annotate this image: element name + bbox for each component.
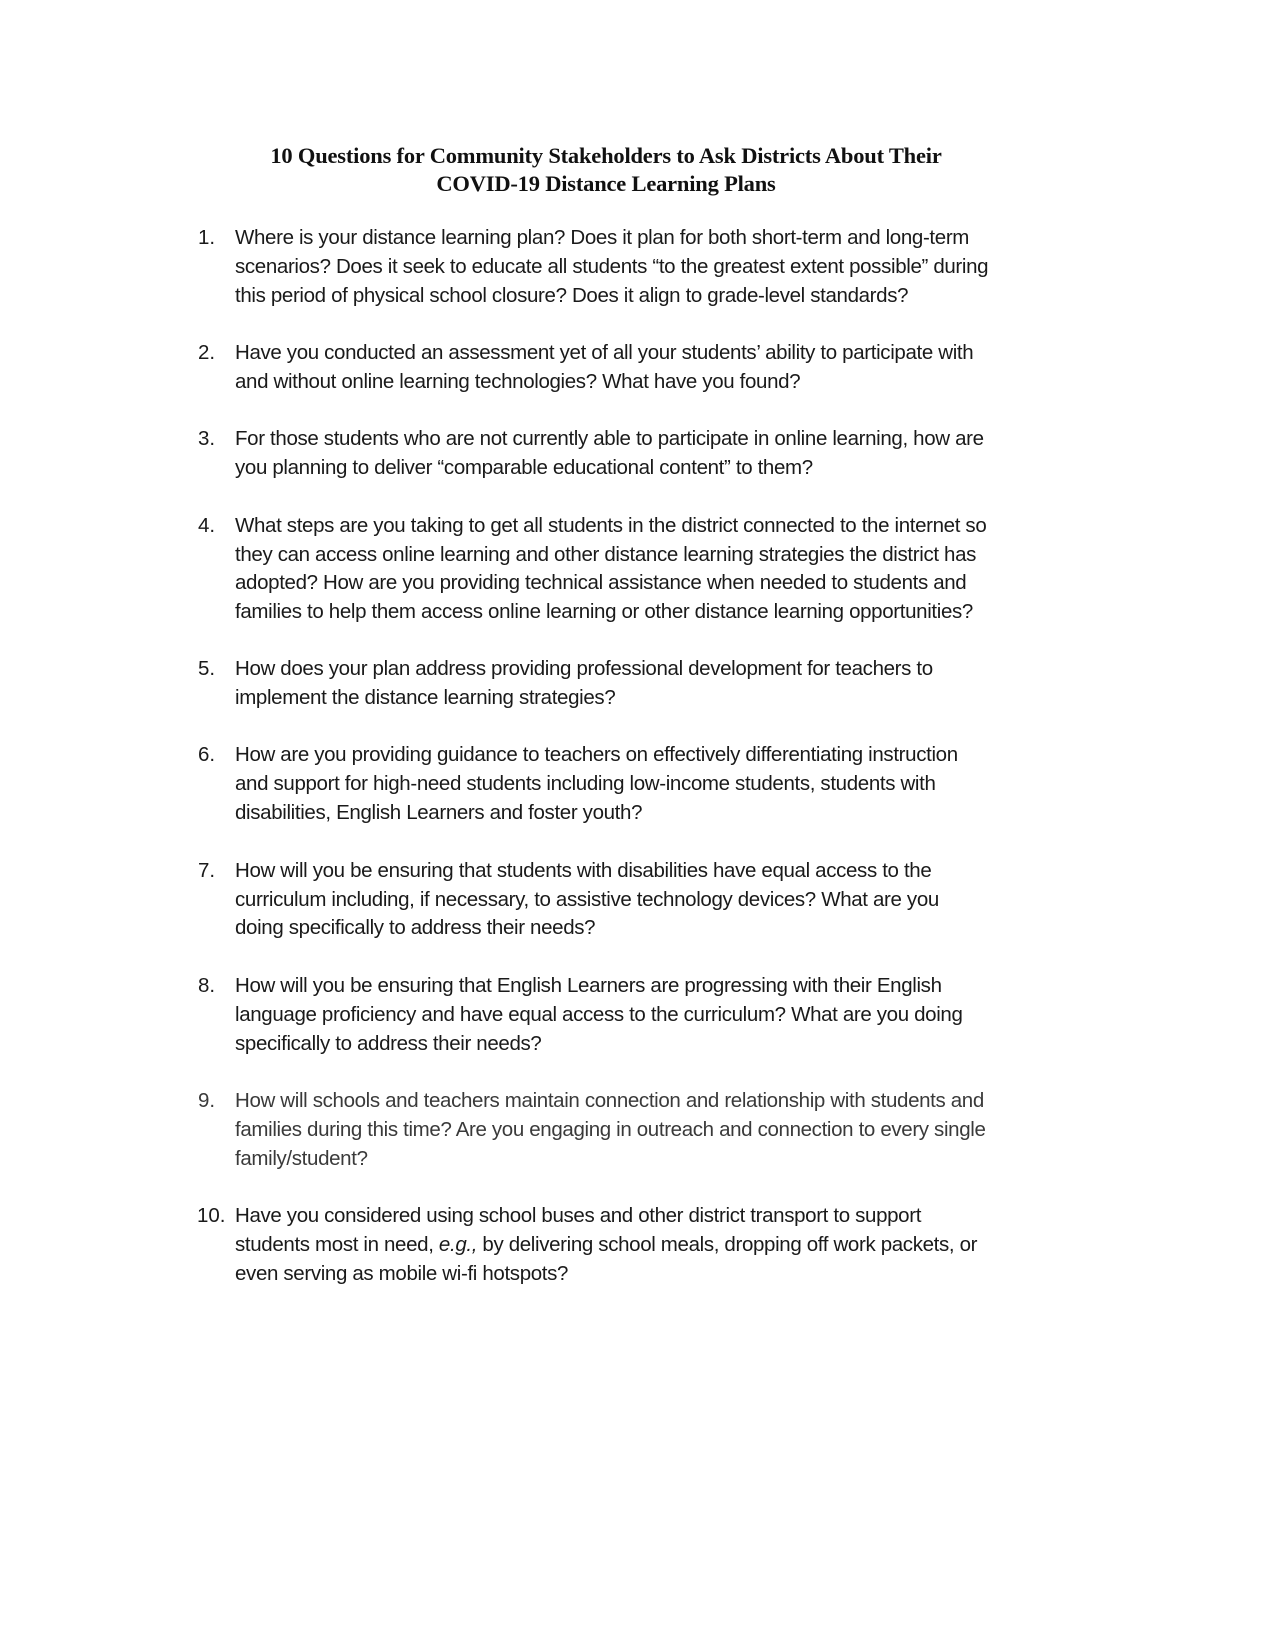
question-text-line: you planning to deliver “comparable educational content” to them? [235,456,813,479]
question-text-line: even serving as mobile wi-fi hotspots? [235,1262,569,1285]
question-number: 1. [198,226,216,249]
question-text-line: adopted? How are you providing technical assistance when needed to students and [235,571,967,594]
question-number: 7. [198,859,216,882]
question-text-line: implement the distance learning strategies? [235,686,616,709]
question-text-line: this period of physical school closure? Does it align to grade-level standards? [235,284,909,307]
question-text-line: Where is your distance learning plan? Does it plan for both short-term and long-term [235,226,970,249]
document-title-line-1: 10 Questions for Community Stakeholders to Ask Districts About Their [270,143,942,168]
question-text-line: How will you be ensuring that English Learners are progressing with their English [235,974,942,997]
question-text-line: language proficiency and have equal access to the curriculum? What are you doing [235,1003,963,1026]
question-number: 6. [198,743,216,766]
question-text-line: How does your plan address providing professional development for teachers to [235,657,933,680]
question-text-segment: by delivering school meals, dropping off work packets, or [477,1233,978,1256]
question-text-line: they can access online learning and other distance learning strategies the district has [235,543,977,566]
question-text-line: disabilities, English Learners and foster youth? [235,801,643,824]
question-number: 9. [198,1089,216,1112]
question-text-line: families during this time? Are you engaging in outreach and connection to every single [235,1118,986,1141]
question-text-line: How will you be ensuring that students with disabilities have equal access to the [235,859,932,882]
document-title-line-2: COVID-19 Distance Learning Plans [436,171,776,196]
question-text-segment: students most in need, [235,1233,439,1256]
question-text-line: and without online learning technologies? What have you found? [235,370,801,393]
question-text-line: How are you providing guidance to teachers on effectively differentiating instruction [235,743,958,766]
question-text-line: Have you conducted an assessment yet of all your students’ ability to participate with [235,341,974,364]
question-text-line: curriculum including, if necessary, to assistive technology devices? What are you [235,888,939,911]
question-text-line: families to help them access online learning or other distance learning opportunities? [235,600,973,623]
question-text-line: Have you considered using school buses and other district transport to support [235,1204,922,1227]
question-text-line: and support for high-need students including low-income students, students with [235,772,936,795]
question-text-line: What steps are you taking to get all students in the district connected to the internet so [235,514,987,537]
question-number: 3. [198,427,216,450]
question-text-line: How will schools and teachers maintain connection and relationship with students and [235,1089,984,1112]
question-text-line [235,1233,977,1257]
question-text-line: For those students who are not currently able to participate in online learning, how are [235,427,984,450]
question-text-line: specifically to address their needs? [235,1032,542,1055]
question-number: 5. [198,657,216,680]
question-text-line: family/student? [235,1147,368,1170]
eg-abbreviation: e.g., [438,1233,478,1256]
question-text-line: scenarios? Does it seek to educate all students “to the greatest extent possible” during [235,255,989,278]
question-number: 2. [198,341,216,364]
question-number: 10. [197,1204,226,1227]
question-number: 4. [198,514,216,537]
question-number: 8. [198,974,216,997]
question-text-line: doing specifically to address their needs? [235,916,596,939]
